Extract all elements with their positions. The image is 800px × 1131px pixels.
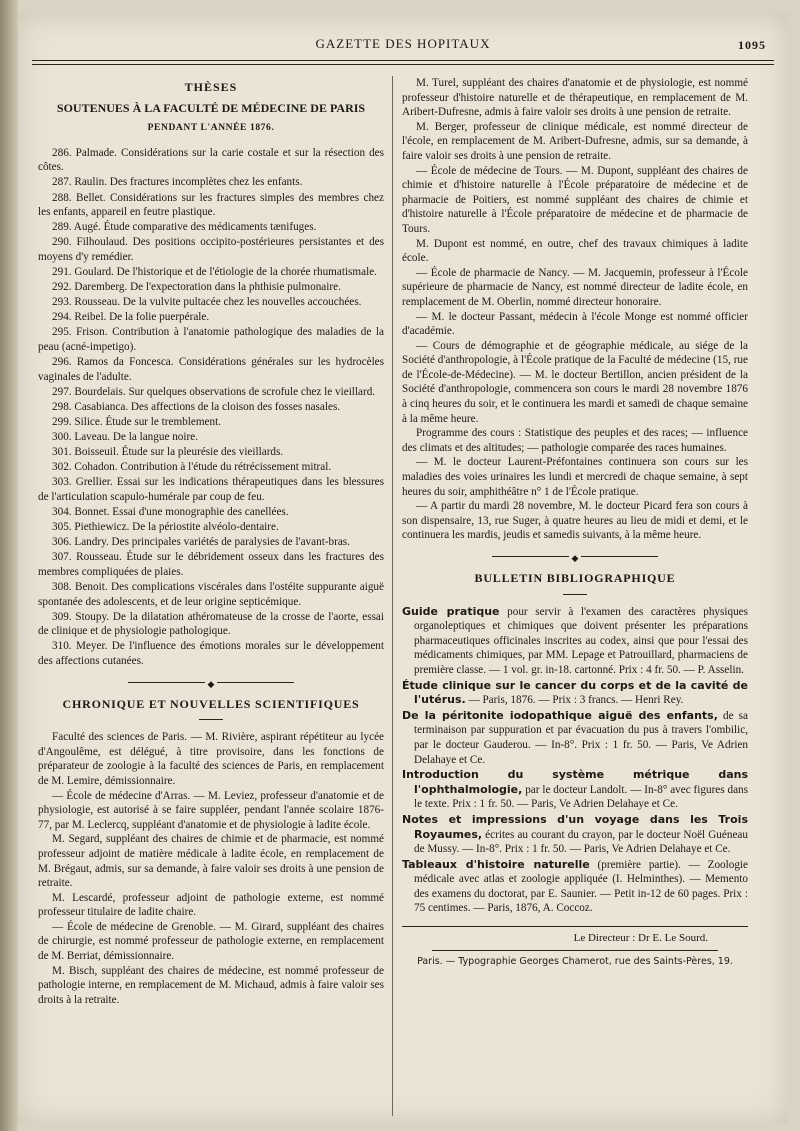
theses-heading: THÈSES: [184, 80, 238, 94]
biblio-title: De la péritonite iodopathique aiguë des enfants,: [402, 708, 718, 722]
thesis-item: 290. Filhoulaud. Des positions occipito-postérieures persistantes et des moyens d'y remédier.: [38, 236, 384, 263]
heading-rule: [199, 719, 223, 720]
chronique-body: [38, 730, 384, 1007]
chronique-paragraph: Faculté des sciences de Paris. — M. Rivière, aspirant répétiteur au lycée d'Angoulême, est délégué, à titre provisoire, dans les fonctions de préparateur de zoologie à la faculté des sciences de Paris, en remplacement de M. Lemire, démissionnaire.: [38, 731, 384, 787]
theses-list: [38, 146, 384, 669]
news-paragraph: — M. le docteur Laurent-Préfontaines continuera son cours sur les maladies des voies urinaires les lundi et mercredi de chaque semaine, à sept heures du soir, amphithéâtre n° 1 de l'École pratique.: [402, 456, 748, 498]
theses-year: PENDANT L'ANNÉE 1876.: [147, 123, 275, 134]
chronique-paragraph: M. Bisch, suppléant des chaires de médecine, est nommé professeur de pathologie interne, en remplacement de M. Michaud, admis à faire valoir ses droits à la retraite.: [38, 964, 384, 1006]
thesis-item: 294. Reibel. De la folie puerpérale.: [52, 311, 210, 324]
biblio-details: de sa terminaison par suppuration et par évacuation du pus à travers l'ombilic, par le docteur Gauderou. — In-8°. Prix : 1 fr. 50. — Paris, Ve Adrien Delahaye et Ce.: [414, 709, 748, 766]
theses-subheading: SOUTENUES À LA FACULTÉ DE MÉDECINE DE PARIS: [56, 100, 366, 115]
biblio-title: Étude clinique sur le cancer du corps et de la cavité de l'utérus.: [402, 678, 748, 707]
news-body: [402, 76, 748, 543]
biblio-title: Introduction du système métrique dans l'ophthalmologie,: [402, 768, 748, 796]
right-column: [402, 76, 748, 969]
biblio-entry: [402, 858, 748, 916]
biblio-entry: [402, 679, 748, 708]
news-paragraph: M. Turel, suppléant des chaires d'anatomie et de physiologie, est nommé professeur d'histoire naturelle et de thérapeutique, en remplacement de M. Aribert-Dufresne, admis à faire valoir ses droits à une pension de retraite.: [402, 77, 748, 119]
thesis-item: 307. Rousseau. Étude sur le débridement osseux dans les fractures des membres compliquées de plaies.: [38, 551, 384, 578]
thesis-item: 296. Ramos da Foncesca. Considérations générales sur les hydrocèles vaginales de l'adulte.: [38, 356, 384, 383]
thesis-item: 304. Bonnet. Essai d'une monographie des canellées.: [52, 506, 289, 519]
thesis-item: 293. Rousseau. De la vulvite pultacée chez les nouvelles accouchées.: [52, 296, 362, 309]
biblio-title: Tableaux d'histoire naturelle: [402, 857, 590, 871]
biblio-entry: [402, 768, 748, 812]
heading-rule: [563, 594, 587, 595]
news-paragraph: — Cours de démographie et de géographie médicale, au siége de la Société d'anthropologie, à l'École pratique de la Faculté de médecine (15, rue de l'École-de-Médecine). — M. le docteur Bertillon, ancien président de la Société d'anthropologie, commencera son cours le mardi 28 novembre 1876 à cinq heures du soir, et le continuera les mardi et samedi de chaque semaine à la même heure.: [402, 339, 748, 425]
director-signature: Le Directeur : Dr E. Le Sourd.: [573, 932, 708, 945]
biblio-entry: [402, 709, 748, 767]
page-number: 1095: [738, 38, 766, 52]
thesis-item: 308. Benoit. Des complications viscérales dans l'ostéite suppurante aiguë spontanée des adolescents, et de leur origine septicémique.: [38, 581, 384, 608]
news-paragraph: — M. le docteur Passant, médecin à l'école Monge est nommé officier d'académie.: [402, 310, 748, 338]
thesis-item: 288. Bellet. Considérations sur les fractures simples des membres chez les enfants, appareil en feutre plastique.: [38, 191, 384, 219]
chronique-paragraph: M. Lescardé, professeur adjoint de pathologie externe, est nommé professeur titulaire de ladite chaire.: [38, 891, 384, 919]
chronique-paragraph: — École de médecine de Grenoble. — M. Girard, suppléant des chaires de chirurgie, est nommé professeur de pathologie externe, en remplacement de M. Berriat, démissionnaire.: [38, 920, 384, 963]
thesis-item: 295. Frison. Contribution à l'anatomie pathologique des maladies de la peau (acné-impetigo).: [38, 326, 384, 353]
thesis-item: 298. Casabianca. Des affections de la cloison des fosses nasales.: [52, 400, 341, 413]
biblio-entry: [402, 813, 748, 857]
thesis-item: 299. Silice. Étude sur le tremblement.: [52, 415, 222, 428]
news-paragraph: Programme des cours : Statistique des peuples et des races; — influence des climats et des altitudes; — pathologie comparée des races humaines.: [402, 427, 748, 454]
divider-ornament: ◆: [205, 679, 218, 689]
thesis-item: 303. Grellier. Essai sur les indications thérapeutiques dans les blessures de l'articulation scapulo-humérale par coup de feu.: [38, 476, 384, 503]
thesis-item: 291. Goulard. De l'historique et de l'étiologie de la chorée rhumatismale.: [52, 266, 377, 279]
biblio-details: pour servir à l'examen des caractères physiques organoleptiques et chimiques que doivent présenter les préparations pharmaceutiques officinales inscrites au codex, ainsi que pour l'essai des médicaments chimiques, par MM. Lepage et Patrouillard, pharmaciens de première classe. — 1 vol. gr. in-18. cartonné. Prix : 4 fr. 50. — P. Asselin.: [414, 605, 748, 676]
thesis-item: 300. Laveau. De la langue noire.: [52, 431, 199, 444]
thesis-item: 297. Bourdelais. Sur quelques observations de scrofule chez le vieillard.: [52, 385, 376, 398]
left-column: [38, 76, 384, 1007]
biblio-title: Notes et impressions d'un voyage dans les Trois Royaumes,: [402, 812, 748, 841]
news-paragraph: M. Dupont est nommé, en outre, chef des travaux chimiques à ladite école.: [402, 237, 748, 265]
chronique-heading: CHRONIQUE ET NOUVELLES SCIENTIFIQUES: [62, 696, 360, 711]
publication-title: GAZETTE DES HOPITAUX: [315, 36, 491, 51]
newspaper-page: [18, 14, 788, 1124]
printer-imprint: Paris. — Typographie Georges Chamerot, rue des Saints-Pères, 19.: [417, 955, 733, 967]
header-rule: [32, 60, 774, 65]
biblio-list: [402, 605, 748, 916]
news-paragraph: — A partir du mardi 28 novembre, M. le docteur Picard fera son cours à son dispensaire, 13, rue Suger, à quatre heures au lieu de midi et demi, et le continuera les mardis, jeudis et samedis suivants, à la même heure.: [402, 500, 748, 542]
biblio-details: (première partie). — Zoologie médicale avec atlas et zoologie appliquée (I. Helminthes). — Memento des examens du doctorat, par E. Saunier. — Petit in-12 de 60 pages. Prix : 75 centimes. — Paris, 1876, A. Coccoz.: [414, 858, 748, 915]
thesis-item: 302. Cohadon. Contribution à l'étude du rétrécissement mitral.: [52, 461, 332, 474]
thesis-item: 286. Palmade. Considérations sur la carie costale et sur la résection des côtes.: [38, 146, 384, 174]
thesis-item: 287. Raulin. Des fractures incomplètes chez les enfants.: [52, 176, 303, 189]
biblio-details: écrites au courant du crayon, par le docteur Noël Guéneau de Mussy. — In-8°. Prix : 1 fr. 50. — Paris, Ve Adrien Delahaye et Ce.: [414, 828, 748, 856]
footer-rule: [402, 926, 748, 927]
news-paragraph: — École de médecine de Tours. — M. Dupont, suppléant des chaires de chimie et d'histoire naturelle à l'École préparatoire de médecine et de pharmacie de Poitiers, est nommé suppléant des chaires de chimie et d'histoire naturelle à l'École préparatoire de médecine et de pharmacie de Tours.: [402, 164, 748, 235]
thesis-item: 309. Stoupy. De la dilatation athéromateuse de la crosse de l'aorte, essai de clinique et de physiologie pathologique.: [38, 610, 384, 638]
thesis-item: 306. Landry. Des principales variétés de paralysies de l'avant-bras.: [52, 536, 350, 549]
biblio-details: — Paris, 1876. — Prix : 3 francs. — Henri Rey.: [465, 694, 684, 707]
chronique-paragraph: M. Segard, suppléant des chaires de chimie et de pharmacie, est nommé professeur adjoint de matière médicale à ladite école, en remplacement de M. Brégaut, admis, sur sa demande, à faire valoir ses droits à une pension de retraite.: [38, 833, 384, 890]
biblio-title: Guide pratique: [402, 604, 500, 618]
thesis-item: 292. Daremberg. De l'expectoration dans la phthisie pulmonaire.: [52, 281, 341, 294]
page-header: [32, 32, 774, 56]
news-paragraph: M. Berger, professeur de clinique médicale, est nommé directeur de l'école, en remplacement de M. Aribert-Dufresne, admis, sur sa demande, à faire valoir ses droits à une pension de retraite.: [402, 120, 748, 162]
chronique-paragraph: — École de médecine d'Arras. — M. Leviez, professeur d'anatomie et de physiologie, est autorisé à se faire suppléer, pendant l'année scolaire 1876-77, par M. Leclercq, suppléant d'anatomie et de physiologie à ladite école.: [38, 789, 384, 831]
thesis-item: 301. Boisseuil. Étude sur la pleurésie des vieillards.: [52, 446, 284, 459]
biblio-entry: [402, 605, 748, 678]
book-binding-edge: [0, 0, 18, 1131]
thesis-item: 310. Meyer. De l'influence des émotions morales sur le développement des affections cutanées.: [38, 640, 384, 667]
footer-rule: [432, 950, 718, 951]
column-separator: [392, 76, 393, 1116]
divider-ornament: ◆: [569, 553, 582, 563]
thesis-item: 305. Piethiewicz. De la périostite alvéolo-dentaire.: [52, 521, 279, 534]
section-divider: [402, 551, 748, 561]
section-divider: [38, 677, 384, 687]
news-paragraph: — École de pharmacie de Nancy. — M. Jacquemin, professeur à l'École supérieure de pharmacie de Nancy, est nommé directeur de ladite école, en remplacement de M. Oberlin, nommé directeur honoraire.: [402, 266, 748, 308]
biblio-heading: BULLETIN BIBLIOGRAPHIQUE: [474, 571, 676, 585]
biblio-details: par le docteur Landolt. — In-8° avec figures dans le texte. Prix : 1 fr. 50. — Paris, Ve Adrien Delahaye et Ce.: [414, 783, 748, 811]
thesis-item: 289. Augé. Étude comparative des médicaments tænifuges.: [52, 221, 317, 234]
